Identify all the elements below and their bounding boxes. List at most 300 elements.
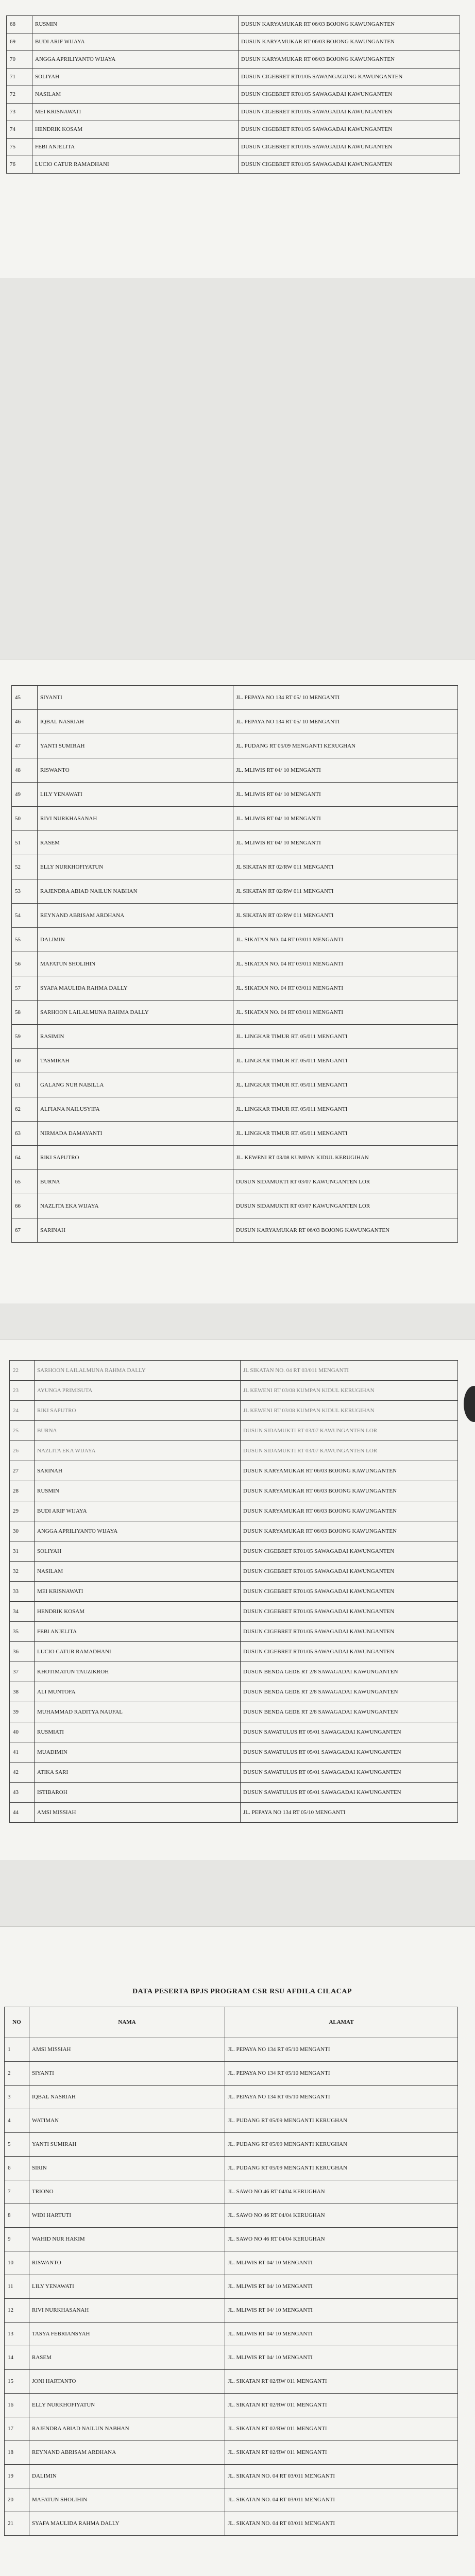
table-row [7,156,460,174]
cell-no: 20 [5,2488,29,2512]
cell-no: 3 [5,2086,29,2109]
table-row [10,1461,458,1481]
cell-alamat: JL KEWENI RT 03/08 KUMPAN KIDUL KERUGIHAN [241,1401,458,1421]
table-row [12,879,458,904]
table-row [10,1742,458,1762]
cell-no: 38 [10,1682,35,1702]
cell-alamat: JL. MLIWIS RT 04/ 10 MENGANTI [233,807,458,831]
cell-alamat: JL SIKATAN RT 02/RW 011 MENGANTI [233,879,458,904]
cell-nama: RISWANTO [29,2251,225,2275]
cell-alamat: DUSUN KARYAMUKAR RT 06/03 BOJONG KAWUNGANTEN [239,16,460,33]
table-row [5,2086,458,2109]
cell-alamat: JL SIKATAN RT 02/RW 011 MENGANTI [233,904,458,928]
cell-alamat: DUSUN SIDAMUKTI RT 03/07 KAWUNGANTEN LOR [233,1194,458,1218]
cell-no: 53 [12,879,38,904]
cell-nama: WAHID NUR HAKIM [29,2228,225,2251]
table-row [12,1194,458,1218]
cell-no: 25 [10,1421,35,1441]
cell-nama: FEBI ANJELITA [35,1622,241,1642]
cell-nama: LILY YENAWATI [38,783,233,807]
header-alamat: ALAMAT [225,2007,458,2038]
table-row [10,1541,458,1562]
cell-no: 46 [12,710,38,734]
cell-nama: NASILAM [32,86,239,104]
cell-nama: ANGGA APRILIYANTO WIJAYA [35,1521,241,1541]
cell-nama: RIKI SAPUTRO [35,1401,241,1421]
cell-nama: BURNA [38,1170,233,1194]
header-nama: NAMA [29,2007,225,2038]
cell-no: 9 [5,2228,29,2251]
cell-no: 73 [7,104,32,121]
cell-alamat: DUSUN CIGEBRET RT01/05 SAWAGADAI KAWUNGANTEN [241,1582,458,1602]
cell-nama: RASEM [29,2346,225,2370]
cell-alamat: JL. PUDANG RT 05/09 MENGANTI KERUGHAN [225,2109,458,2133]
cell-no: 39 [10,1702,35,1722]
cell-nama: TASYA FEBRIANSYAH [29,2323,225,2346]
cell-no: 64 [12,1146,38,1170]
cell-nama: NIRMADA DAMAYANTI [38,1122,233,1146]
table-3 [9,1360,458,1823]
cell-nama: MEI KRISNAWATI [32,104,239,121]
cell-alamat: DUSUN CIGEBRET RT01/05 SAWAGADAI KAWUNGANTEN [241,1541,458,1562]
table-row [7,51,460,69]
cell-alamat: DUSUN CIGEBRET RT01/05 SAWAGADAI KAWUNGANTEN [241,1642,458,1662]
cell-nama: MAFATUN SHOLIHIN [29,2488,225,2512]
cell-alamat: DUSUN SIDAMUKTI RT 03/07 KAWUNGANTEN LOR [241,1421,458,1441]
cell-nama: SIYANTI [29,2062,225,2086]
cell-no: 45 [12,686,38,710]
cell-no: 36 [10,1642,35,1662]
cell-no: 40 [10,1722,35,1742]
cell-alamat: DUSUN KARYAMUKAR RT 06/03 BOJONG KAWUNGANTEN [241,1481,458,1501]
table-row [10,1401,458,1421]
table-row [5,2323,458,2346]
cell-no: 33 [10,1582,35,1602]
cell-alamat: DUSUN KARYAMUKAR RT 06/03 BOJONG KAWUNGANTEN [241,1461,458,1481]
table-row [12,1097,458,1122]
cell-nama: LUCIO CATUR RAMADHANI [35,1642,241,1662]
cell-no: 24 [10,1401,35,1421]
table-row [10,1501,458,1521]
cell-alamat: JL. SIKATAN RT 02/RW 011 MENGANTI [225,2441,458,2465]
cell-no: 32 [10,1562,35,1582]
cell-no: 28 [10,1481,35,1501]
cell-alamat: JL. LINGKAR TIMUR RT. 05/011 MENGANTI [233,1073,458,1097]
table-row [10,1361,458,1381]
cell-alamat: JL. LINGKAR TIMUR RT. 05/011 MENGANTI [233,1097,458,1122]
cell-no: 34 [10,1602,35,1622]
cell-nama: HENDRIK KOSAM [35,1602,241,1622]
cell-no: 63 [12,1122,38,1146]
cell-no: 17 [5,2417,29,2441]
cell-alamat: DUSUN SAWATULUS RT 05/01 SAWAGADAI KAWUNGANTEN [241,1762,458,1783]
cell-alamat: JL. SIKATAN NO. 04 RT 03/011 MENGANTI [233,952,458,976]
cell-nama: AMSI MISSIAH [35,1803,241,1823]
table-row [5,2157,458,2180]
cell-no: 27 [10,1461,35,1481]
cell-nama: RIVI NURKHASANAH [29,2299,225,2323]
cell-no: 51 [12,831,38,855]
table-row [7,69,460,86]
cell-alamat: JL. SIKATAN NO. 04 RT 03/011 MENGANTI [225,2512,458,2536]
cell-no: 11 [5,2275,29,2299]
table-row [12,855,458,879]
table-row [5,2394,458,2417]
cell-nama: SOLIYAH [32,69,239,86]
cell-alamat: DUSUN CIGEBRET RT01/05 SAWAGADAI KAWUNGANTEN [239,139,460,156]
table-row [12,783,458,807]
cell-nama: WIDI HARTUTI [29,2204,225,2228]
cell-nama: REYNAND ABRISAM ARDHANA [38,904,233,928]
cell-no: 23 [10,1381,35,1401]
table-row [12,1170,458,1194]
cell-no: 59 [12,1025,38,1049]
cell-alamat: JL. PEPAYA NO 134 RT 05/ 10 MENGANTI [233,686,458,710]
cell-nama: RAJENDRA ABIAD NAILUN NABHAN [29,2417,225,2441]
cell-no: 14 [5,2346,29,2370]
cell-alamat: JL. KEWENI RT 03/08 KUMPAN KIDUL KERUGIHAN [233,1146,458,1170]
cell-no: 75 [7,139,32,156]
cell-no: 16 [5,2394,29,2417]
cell-nama: SARHOON LAILALMUNA RAHMA DALLY [38,1001,233,1025]
cell-no: 74 [7,121,32,139]
cell-alamat: JL. SIKATAN RT 02/RW 011 MENGANTI [225,2394,458,2417]
table-row [7,139,460,156]
cell-alamat: JL. MLIWIS RT 04/ 10 MENGANTI [225,2275,458,2299]
cell-no: 4 [5,2109,29,2133]
cell-alamat: DUSUN SAWATULUS RT 05/01 SAWAGADAI KAWUNGANTEN [241,1722,458,1742]
table-row [5,2180,458,2204]
cell-no: 13 [5,2323,29,2346]
cell-nama: NAZLITA EKA WIJAYA [35,1441,241,1461]
cell-no: 62 [12,1097,38,1122]
cell-no: 50 [12,807,38,831]
table-row [12,1146,458,1170]
cell-alamat: DUSUN BENDA GEDE RT 2/8 SAWAGADAI KAWUNGANTEN [241,1702,458,1722]
table-row [10,1421,458,1441]
cell-nama: SARHOON LAILALMUNA RAHMA DALLY [35,1361,241,1381]
cell-nama: ANGGA APRILIYANTO WIJAYA [32,51,239,69]
table-row [10,1562,458,1582]
cell-nama: RASEM [38,831,233,855]
cell-nama: RISWANTO [38,758,233,783]
cell-alamat: JL. SIKATAN NO. 04 RT 03/011 MENGANTI [233,928,458,952]
cell-nama: ELLY NURKHOFIYATUN [38,855,233,879]
cell-nama: ELLY NURKHOFIYATUN [29,2394,225,2417]
cell-nama: DALIMIN [38,928,233,952]
cell-alamat: JL. SAWO NO 46 RT 04/04 KERUGHAN [225,2204,458,2228]
cell-alamat: DUSUN SIDAMUKTI RT 03/07 KAWUNGANTEN LOR [241,1441,458,1461]
cell-no: 35 [10,1622,35,1642]
cell-no: 55 [12,928,38,952]
cell-alamat: JL. MLIWIS RT 04/ 10 MENGANTI [233,758,458,783]
table-row [10,1682,458,1702]
cell-alamat: DUSUN KARYAMUKAR RT 06/03 BOJONG KAWUNGANTEN [239,33,460,51]
cell-no: 12 [5,2299,29,2323]
cell-no: 58 [12,1001,38,1025]
table-row [12,1073,458,1097]
cell-alamat: JL. SAWO NO 46 RT 04/04 KERUGHAN [225,2180,458,2204]
cell-no: 37 [10,1662,35,1682]
cell-alamat: DUSUN SAWATULUS RT 05/01 SAWAGADAI KAWUNGANTEN [241,1742,458,1762]
table-row [7,121,460,139]
table-row [5,2299,458,2323]
table-row [5,2465,458,2488]
table-row [12,1049,458,1073]
cell-nama: HENDRIK KOSAM [32,121,239,139]
cell-no: 5 [5,2133,29,2157]
cell-alamat: DUSUN CIGEBRET RT01/05 SAWAGADAI KAWUNGANTEN [241,1602,458,1622]
page-gap [0,278,475,659]
cell-nama: RIKI SAPUTRO [38,1146,233,1170]
cell-alamat: DUSUN CIGEBRET RT01/05 SAWAGADAI KAWUNGANTEN [239,104,460,121]
cell-alamat: JL. SAWO NO 46 RT 04/04 KERUGHAN [225,2228,458,2251]
cell-alamat: DUSUN SIDAMUKTI RT 03/07 KAWUNGANTEN LOR [233,1170,458,1194]
cell-no: 2 [5,2062,29,2086]
cell-nama: MUADIMIN [35,1742,241,1762]
table-row [10,1582,458,1602]
page-title: DATA PESERTA BPJS PROGRAM CSR RSU AFDILA CILACAP [132,1988,352,1995]
cell-no: 10 [5,2251,29,2275]
table-row [5,2062,458,2086]
table-1 [6,15,460,174]
cell-alamat: DUSUN CIGEBRET RT01/05 SAWAGADAI KAWUNGANTEN [239,121,460,139]
table-row [10,1521,458,1541]
cell-alamat: JL. PEPAYA NO 134 RT 05/10 MENGANTI [225,2038,458,2062]
cell-no: 26 [10,1441,35,1461]
cell-alamat: JL. PEPAYA NO 134 RT 05/10 MENGANTI [225,2062,458,2086]
table-row [5,2488,458,2512]
cell-nama: YANTI SUMIRAH [38,734,233,758]
cell-nama: IQBAL NASRIAH [38,710,233,734]
cell-nama: RUSMIN [32,16,239,33]
cell-nama: BURNA [35,1421,241,1441]
cell-no: 8 [5,2204,29,2228]
cell-nama: ATIKA SARI [35,1762,241,1783]
table-row [12,952,458,976]
cell-alamat: JL. PEPAYA NO 134 RT 05/10 MENGANTI [241,1803,458,1823]
cell-no: 61 [12,1073,38,1097]
cell-no: 22 [10,1361,35,1381]
cell-nama: WATIMAN [29,2109,225,2133]
cell-alamat: JL. MLIWIS RT 04/ 10 MENGANTI [225,2251,458,2275]
cell-no: 42 [10,1762,35,1783]
table-row [10,1702,458,1722]
cell-alamat: JL. SIKATAN RT 02/RW 011 MENGANTI [225,2417,458,2441]
cell-no: 71 [7,69,32,86]
cell-nama: RAJENDRA ABIAD NAILUN NABHAN [38,879,233,904]
cell-alamat: JL. SIKATAN NO. 04 RT 03/011 MENGANTI [225,2465,458,2488]
table-row [7,33,460,51]
cell-no: 70 [7,51,32,69]
cell-no: 65 [12,1170,38,1194]
cell-no: 41 [10,1742,35,1762]
cell-nama: SARINAH [35,1461,241,1481]
cell-nama: ISTIBAROH [35,1783,241,1803]
table-row [5,2228,458,2251]
cell-alamat: DUSUN KARYAMUKAR RT 06/03 BOJONG KAWUNGANTEN [239,51,460,69]
cell-nama: ALFIANA NAILUSYIFA [38,1097,233,1122]
cell-alamat: JL. SIKATAN NO. 04 RT 03/011 MENGANTI [233,1001,458,1025]
cell-alamat: JL. PEPAYA NO 134 RT 05/10 MENGANTI [225,2086,458,2109]
table-row [10,1783,458,1803]
cell-alamat: JL SIKATAN RT 02/RW 011 MENGANTI [233,855,458,879]
cell-nama: SYAFA MAULIDA RAHMA DALLY [38,976,233,1001]
cell-alamat: JL. SIKATAN RT 02/RW 011 MENGANTI [225,2370,458,2394]
table-row [12,831,458,855]
cell-alamat: DUSUN SAWATULUS RT 05/01 SAWAGADAI KAWUNGANTEN [241,1783,458,1803]
cell-no: 21 [5,2512,29,2536]
cell-nama: GALANG NUR NABILLA [38,1073,233,1097]
cell-no: 47 [12,734,38,758]
cell-nama: DALIMIN [29,2465,225,2488]
table-row [5,2441,458,2465]
cell-nama: RASIMIN [38,1025,233,1049]
cell-alamat: JL. SIKATAN NO. 04 RT 03/011 MENGANTI [225,2488,458,2512]
cell-no: 67 [12,1218,38,1243]
cell-alamat: DUSUN KARYAMUKAR RT 06/03 BOJONG KAWUNGANTEN [241,1501,458,1521]
header-no: NO [5,2007,29,2038]
cell-nama: RUSMIATI [35,1722,241,1742]
cell-alamat: JL. LINGKAR TIMUR RT. 05/011 MENGANTI [233,1049,458,1073]
cell-alamat: DUSUN CIGEBRET RT01/05 SAWAGADAI KAWUNGANTEN [239,86,460,104]
table-row [7,16,460,33]
cell-nama: SYAFA MAULIDA RAHMA DALLY [29,2512,225,2536]
cell-nama: SARINAH [38,1218,233,1243]
page-gap [0,1860,475,1927]
cell-no: 72 [7,86,32,104]
cell-nama: RUSMIN [35,1481,241,1501]
cell-nama: MAFATUN SHOLIHIN [38,952,233,976]
cell-no: 76 [7,156,32,174]
table-row [10,1803,458,1823]
cell-no: 69 [7,33,32,51]
cell-no: 48 [12,758,38,783]
cell-nama: SIRIN [29,2157,225,2180]
cell-no: 30 [10,1521,35,1541]
cell-nama: LILY YENAWATI [29,2275,225,2299]
cell-no: 31 [10,1541,35,1562]
cell-alamat: DUSUN KARYAMUKAR RT 06/03 BOJONG KAWUNGANTEN [233,1218,458,1243]
table-row [12,1122,458,1146]
table-2 [11,685,458,1243]
table-row [5,2417,458,2441]
cell-nama: TRIONO [29,2180,225,2204]
cell-nama: AYUNGA PRIMISUTA [35,1381,241,1401]
cell-alamat: JL. MLIWIS RT 04/ 10 MENGANTI [225,2346,458,2370]
cell-no: 29 [10,1501,35,1521]
table-row [12,976,458,1001]
cell-alamat: JL. PUDANG RT 05/09 MENGANTI KERUGHAN [225,2133,458,2157]
table-row [5,2512,458,2536]
cell-nama: LUCIO CATUR RAMADHANI [32,156,239,174]
cell-no: 7 [5,2180,29,2204]
table-row [12,1001,458,1025]
cell-no: 66 [12,1194,38,1218]
table-row [10,1622,458,1642]
cell-no: 52 [12,855,38,879]
cell-alamat: JL. PEPAYA NO 134 RT 05/ 10 MENGANTI [233,710,458,734]
cell-no: 44 [10,1803,35,1823]
cell-alamat: JL KEWENI RT 03/08 KUMPAN KIDUL KERUGIHAN [241,1381,458,1401]
table-row [12,1218,458,1243]
table-row [12,758,458,783]
table-row [5,2251,458,2275]
cell-alamat: DUSUN CIGEBRET RT01/05 SAWAGADAI KAWUNGANTEN [241,1562,458,1582]
table-row [12,686,458,710]
cell-nama: KHOTIMATUN TAUZIKROH [35,1662,241,1682]
cell-nama: SOLIYAH [35,1541,241,1562]
cell-nama: BUDI ARIF WIJAYA [35,1501,241,1521]
cell-alamat: DUSUN BENDA GEDE RT 2/8 SAWAGADAI KAWUNGANTEN [241,1662,458,1682]
cell-alamat: JL. MLIWIS RT 04/ 10 MENGANTI [225,2323,458,2346]
table-row [10,1481,458,1501]
cell-nama: FEBI ANJELITA [32,139,239,156]
table-row [12,904,458,928]
cell-nama: MUHAMMAD RADITYA NAUFAL [35,1702,241,1722]
cell-no: 60 [12,1049,38,1073]
table-row [10,1602,458,1622]
cell-nama: BUDI ARIF WIJAYA [32,33,239,51]
cell-no: 54 [12,904,38,928]
table-row [5,2346,458,2370]
cell-alamat: JL. PUDANG RT 05/09 MENGANTI KERUGHAN [233,734,458,758]
table-row [10,1642,458,1662]
cell-no: 68 [7,16,32,33]
table-row [10,1441,458,1461]
cell-no: 6 [5,2157,29,2180]
table-row [12,1025,458,1049]
cell-alamat: DUSUN CIGEBRET RT01/05 SAWAGADAI KAWUNGANTEN [239,156,460,174]
page-gap [0,1303,475,1340]
cell-nama: YANTI SUMIRAH [29,2133,225,2157]
cell-alamat: JL. PUDANG RT 05/09 MENGANTI KERUGHAN [225,2157,458,2180]
table-row [12,710,458,734]
cell-alamat: JL SIKATAN NO. 04 RT 03/011 MENGANTI [241,1361,458,1381]
cell-nama: RIVI NURKHASANAH [38,807,233,831]
cell-no: 19 [5,2465,29,2488]
table-row [10,1381,458,1401]
cell-alamat: DUSUN BENDA GEDE RT 2/8 SAWAGADAI KAWUNGANTEN [241,1682,458,1702]
cell-alamat: DUSUN CIGEBRET RT01/05 SAWANGAGUNG KAWUNGANTEN [239,69,460,86]
table-row [5,2275,458,2299]
cell-no: 1 [5,2038,29,2062]
cell-nama: TASMIRAH [38,1049,233,1073]
cell-alamat: JL. MLIWIS RT 04/ 10 MENGANTI [225,2299,458,2323]
cell-alamat: JL. SIKATAN NO. 04 RT 03/011 MENGANTI [233,976,458,1001]
cell-alamat: DUSUN KARYAMUKAR RT 06/03 BOJONG KAWUNGANTEN [241,1521,458,1541]
table-row [10,1762,458,1783]
table-row [12,734,458,758]
table-row [5,2038,458,2062]
cell-nama: REYNAND ABRISAM ARDHANA [29,2441,225,2465]
cell-nama: SIYANTI [38,686,233,710]
cell-no: 57 [12,976,38,1001]
cell-alamat: JL. MLIWIS RT 04/ 10 MENGANTI [233,831,458,855]
table-row [7,104,460,121]
cell-no: 15 [5,2370,29,2394]
cell-no: 56 [12,952,38,976]
cell-nama: IQBAL NASRIAH [29,2086,225,2109]
cell-no: 18 [5,2441,29,2465]
table-row [5,2109,458,2133]
cell-nama: ALI MUNTOFA [35,1682,241,1702]
cell-alamat: DUSUN CIGEBRET RT01/05 SAWAGADAI KAWUNGANTEN [241,1622,458,1642]
cell-nama: MEI KRISNAWATI [35,1582,241,1602]
table-row [5,2133,458,2157]
table-row [12,928,458,952]
cell-alamat: JL. LINGKAR TIMUR RT. 05/011 MENGANTI [233,1122,458,1146]
